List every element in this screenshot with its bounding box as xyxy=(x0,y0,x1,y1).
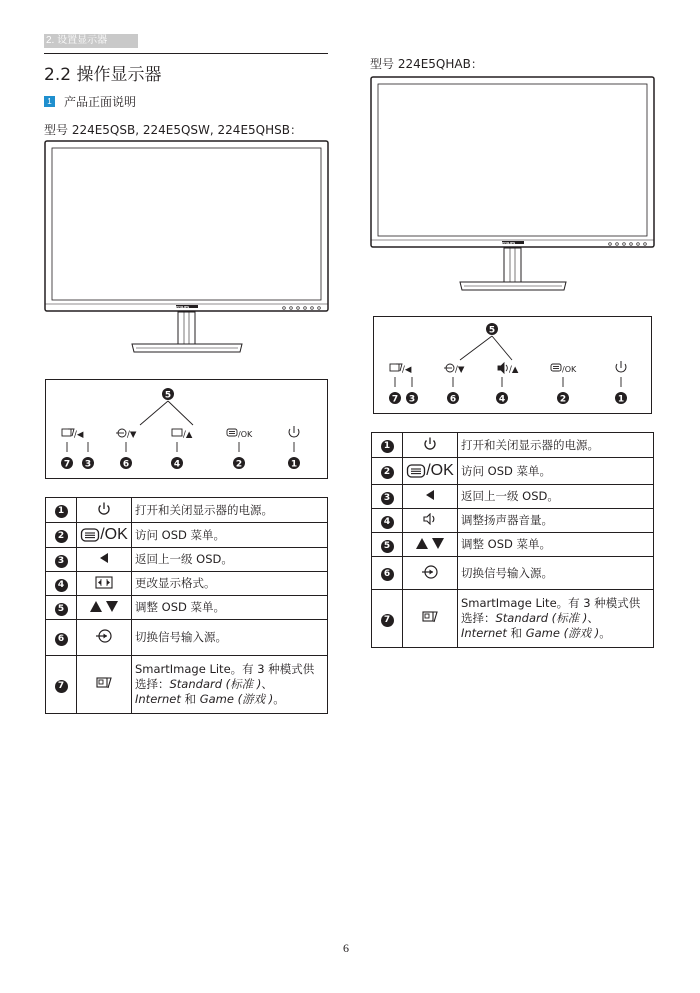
row-description: 返回上一级 OSD。 xyxy=(458,485,654,509)
row-number: 1 xyxy=(55,505,68,518)
menu-ok-icon: /OK xyxy=(77,523,132,548)
table-row xyxy=(372,485,654,509)
power-icon xyxy=(77,498,132,523)
row-description: 调整 OSD 菜单。 xyxy=(458,533,654,557)
right-btn-label-6: /▼ xyxy=(455,365,465,375)
left-monitor-illustration xyxy=(44,140,330,360)
svg-text:5: 5 xyxy=(488,325,496,336)
svg-text:4: 4 xyxy=(173,459,181,470)
table-row xyxy=(372,590,654,648)
row-description: SmartImage Lite。有 3 种模式供选择：Standard (标准 )、 Internet 和 Game (游戏 )。 xyxy=(458,590,654,648)
svg-text:5: 5 xyxy=(164,390,172,401)
heading-rule xyxy=(44,53,328,54)
svg-text:1: 1 xyxy=(617,394,625,405)
row-description: 打开和关闭显示器的电源。 xyxy=(132,498,328,523)
left-btn-label-7: /◀ xyxy=(74,430,84,440)
svg-text:6: 6 xyxy=(449,394,457,405)
row-number: 3 xyxy=(55,555,68,568)
aspect-format-icon xyxy=(77,572,132,596)
row-number: 5 xyxy=(55,603,68,616)
right-btn-label-7: /◀ xyxy=(402,365,412,375)
svg-text:3: 3 xyxy=(408,394,416,405)
table-row xyxy=(372,533,654,557)
up-down-triangles-icon xyxy=(77,596,132,620)
table-row xyxy=(46,656,328,714)
svg-text:7: 7 xyxy=(63,459,71,470)
right-key-table xyxy=(371,432,654,648)
right-btn-label-2: /OK xyxy=(562,365,577,374)
row-number: 6 xyxy=(55,633,68,646)
table-row xyxy=(46,523,328,548)
left-btn-label-2: /OK xyxy=(238,430,253,439)
row-description: 调整 OSD 菜单。 xyxy=(132,596,328,620)
row-number: 5 xyxy=(381,540,394,553)
input-source-icon xyxy=(403,557,458,590)
svg-text:6: 6 xyxy=(122,459,130,470)
table-row xyxy=(46,596,328,620)
subheading-number: 1 xyxy=(44,96,55,107)
right-button-diagram xyxy=(373,316,652,414)
left-triangle-icon xyxy=(403,485,458,509)
smartimage-icon xyxy=(403,590,458,648)
left-btn-label-6: /▼ xyxy=(127,430,137,440)
svg-text:4: 4 xyxy=(498,394,506,405)
right-monitor-brand: PHILIPS xyxy=(502,241,516,245)
row-description: SmartImage Lite。有 3 种模式供选择：Standard (标准 )、 Internet 和 Game (游戏 )。 xyxy=(132,656,328,714)
left-btn-label-4: /▲ xyxy=(183,430,193,440)
row-number: 6 xyxy=(381,568,394,581)
row-description: 访问 OSD 菜单。 xyxy=(458,458,654,485)
smartimage-icon xyxy=(77,656,132,714)
row-description: 切换信号输入源。 xyxy=(132,620,328,656)
table-row xyxy=(372,509,654,533)
left-triangle-icon xyxy=(77,548,132,572)
row-number: 4 xyxy=(55,579,68,592)
up-down-triangles-icon xyxy=(403,533,458,557)
row-number: 2 xyxy=(381,466,394,479)
section-tag: 2. 设置显示器 xyxy=(44,34,138,48)
power-icon xyxy=(403,433,458,458)
page-number: 6 xyxy=(343,941,349,955)
table-row xyxy=(46,572,328,596)
svg-text:3: 3 xyxy=(84,459,92,470)
table-row xyxy=(372,557,654,590)
row-number: 3 xyxy=(381,492,394,505)
row-number: 1 xyxy=(381,440,394,453)
table-row xyxy=(46,548,328,572)
table-row xyxy=(46,620,328,656)
left-monitor-brand: PHILIPS xyxy=(176,305,190,309)
row-number: 7 xyxy=(381,614,394,627)
subheading xyxy=(44,93,136,110)
row-number: 4 xyxy=(381,516,394,529)
svg-text:1: 1 xyxy=(290,459,298,470)
right-model-label: 型号 224E5QHAB： xyxy=(370,57,483,71)
left-key-table xyxy=(45,497,328,714)
row-description: 访问 OSD 菜单。 xyxy=(132,523,328,548)
input-source-icon xyxy=(77,620,132,656)
row-number: 7 xyxy=(55,680,68,693)
section-heading: 2.2 操作显示器 xyxy=(44,65,162,85)
menu-ok-icon: /OK xyxy=(403,458,458,485)
row-number: 2 xyxy=(55,530,68,543)
right-btn-label-4: /▲ xyxy=(509,365,519,375)
speaker-icon xyxy=(403,509,458,533)
svg-text:2: 2 xyxy=(559,394,567,405)
left-model-label: 型号 224E5QSB, 224E5QSW, 224E5QHSB： xyxy=(44,123,302,137)
svg-text:7: 7 xyxy=(391,394,399,405)
row-description: 切换信号输入源。 xyxy=(458,557,654,590)
svg-text:2: 2 xyxy=(235,459,243,470)
subheading-label: 产品正面说明 xyxy=(64,95,137,109)
row-description: 更改显示格式。 xyxy=(132,572,328,596)
table-row xyxy=(372,433,654,458)
table-row xyxy=(46,498,328,523)
row-description: 打开和关闭显示器的电源。 xyxy=(458,433,654,458)
right-monitor-illustration xyxy=(370,76,656,298)
row-description: 返回上一级 OSD。 xyxy=(132,548,328,572)
left-button-diagram xyxy=(45,379,328,479)
table-row xyxy=(372,458,654,485)
row-description: 调整扬声器音量。 xyxy=(458,509,654,533)
